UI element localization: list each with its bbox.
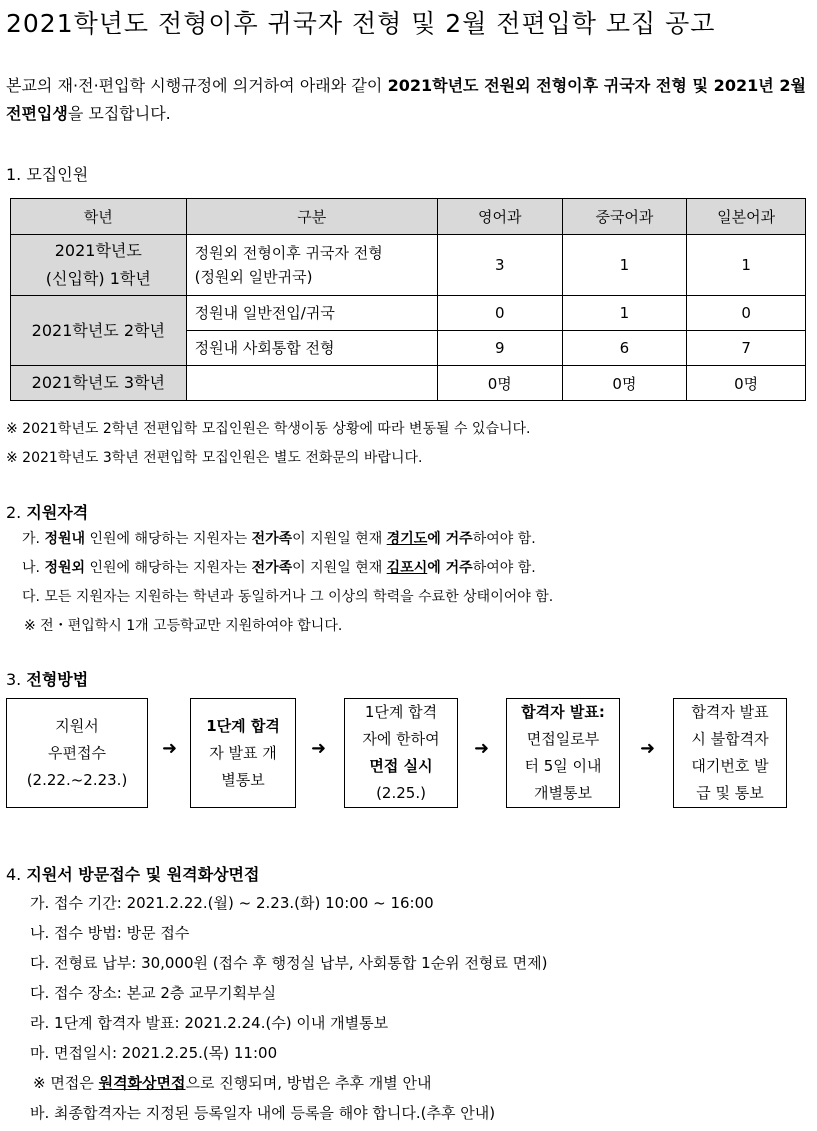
value-cell: 3 (437, 235, 562, 296)
arrow-icon: ➜ (640, 738, 656, 759)
value-cell: 0 (687, 296, 806, 331)
value-cell: 0 (437, 296, 562, 331)
heading-number: 3. (6, 670, 27, 689)
section-2-heading (6, 500, 88, 523)
heading-text: 지원자격 (26, 503, 89, 522)
grade-cell: 2021학년도 2학년 (11, 296, 187, 366)
list-item: 나. 접수 방법: 방문 접수 (30, 924, 190, 942)
section-4-list (30, 888, 548, 1128)
section-1-heading: 1. 모집인원 (6, 165, 89, 184)
header-chinese: 중국어과 (562, 199, 687, 235)
header-grade: 학년 (11, 199, 187, 235)
section-1-notes (6, 415, 530, 473)
arrow-icon: ➜ (162, 738, 178, 759)
heading-number: 4. (6, 865, 27, 884)
value-cell: 1 (687, 235, 806, 296)
section-4-heading (6, 862, 259, 885)
step-box: 합격자 발표 시 불합격자 대기번호 발 급 및 통보 (673, 698, 787, 808)
intro-paragraph (6, 72, 806, 128)
value-cell: 0명 (687, 366, 806, 401)
value-cell: 6 (562, 331, 687, 366)
step-box: 1단계 합격 자 발표 개 별통보 (190, 698, 296, 808)
grade-cell (11, 235, 187, 296)
grade-line: (신입학) 1학년 (45, 269, 151, 288)
grade-cell: 2021학년도 3학년 (11, 366, 187, 401)
intro-bold-text: 2021학년도 전원외 전형이후 귀국자 전형 및 2021년 2월 전편입생 (6, 76, 806, 123)
page-title: 2021학년도 전형이후 귀국자 전형 및 2월 전편입학 모집 공고 (6, 9, 716, 38)
heading-text: 전형방법 (26, 670, 89, 689)
step-box: 합격자 발표: 면접일로부 터 5일 이내 개별통보 (506, 698, 620, 808)
table-row (11, 296, 806, 331)
step-box: 1단계 합격 자에 한하여 면접 실시 (2.25.) (344, 698, 458, 808)
note-line: ※ 2021학년도 3학년 전편입학 모집인원은 별도 전화문의 바랍니다. (6, 450, 423, 466)
list-note: ※ 면접은 원격화상면접으로 진행되며, 방법은 추후 개별 안내 (33, 1074, 432, 1092)
header-japanese: 일본어과 (687, 199, 806, 235)
type-line: (정원외 일반귀국) (194, 268, 313, 286)
value-cell: 1 (562, 235, 687, 296)
table-row (11, 366, 806, 401)
recruit-table (10, 198, 806, 401)
list-item: 마. 면접일시: 2021.2.25.(목) 11:00 (30, 1044, 278, 1062)
heading-text: 지원서 방문접수 및 원격화상면접 (26, 865, 260, 884)
type-cell: 정원내 일반전입/귀국 (186, 296, 437, 331)
step-box: 지원서 우편접수 (2.22.~2.23.) (6, 698, 148, 808)
arrow-icon: ➜ (311, 738, 327, 759)
list-item: 라. 1단계 합격자 발표: 2021.2.24.(수) 이내 개별통보 (30, 1014, 389, 1032)
type-cell (186, 366, 437, 401)
type-cell: 정원내 사회통합 전형 (186, 331, 437, 366)
list-item: 바. 최종합격자는 지정된 등록일자 내에 등록을 해야 합니다.(추후 안내) (30, 1104, 496, 1122)
list-item: 다. 모든 지원자는 지원하는 학년과 동일하거나 그 이상의 학력을 수료한 상태이어야 함. (22, 589, 554, 605)
type-cell (186, 235, 437, 296)
section-3-heading (6, 667, 88, 690)
table-header-row (11, 199, 806, 235)
section-2-list (22, 525, 553, 641)
value-cell: 7 (687, 331, 806, 366)
list-item: 가. 정원내 인원에 해당하는 지원자는 전가족이 지원일 현재 경기도에 거주하여야 함. (22, 531, 536, 547)
value-cell: 1 (562, 296, 687, 331)
heading-number: 2. (6, 503, 27, 522)
intro-text: 본교의 재·전·편입학 시행규정에 의거하여 아래와 같이 (6, 76, 388, 95)
list-item: 가. 접수 기간: 2021.2.22.(월) ~ 2.23.(화) 10:00 ~ 16:00 (30, 894, 434, 912)
value-cell: 0명 (562, 366, 687, 401)
list-item: 나. 정원외 인원에 해당하는 지원자는 전가족이 지원일 현재 김포시에 거주하여야 함. (22, 560, 536, 576)
type-line: 정원외 전형이후 귀국자 전형 (194, 244, 383, 262)
grade-line: 2021학년도 (54, 241, 142, 260)
table-row (11, 235, 806, 296)
header-english: 영어과 (437, 199, 562, 235)
process-flow (0, 698, 817, 810)
list-note: ※ 전・편입학시 1개 고등학교만 지원하여야 합니다. (24, 618, 343, 634)
intro-text-end: 을 모집합니다. (67, 104, 171, 123)
header-type: 구분 (186, 199, 437, 235)
list-item: 다. 전형료 납부: 30,000원 (접수 후 행정실 납부, 사회통합 1순위 전형료 면제) (30, 954, 548, 972)
list-item: 다. 접수 장소: 본교 2층 교무기획부실 (30, 984, 277, 1002)
arrow-icon: ➜ (474, 738, 490, 759)
value-cell: 9 (437, 331, 562, 366)
value-cell: 0명 (437, 366, 562, 401)
note-line: ※ 2021학년도 2학년 전편입학 모집인원은 학생이동 상황에 따라 변동될 수 있습니다. (6, 421, 531, 437)
